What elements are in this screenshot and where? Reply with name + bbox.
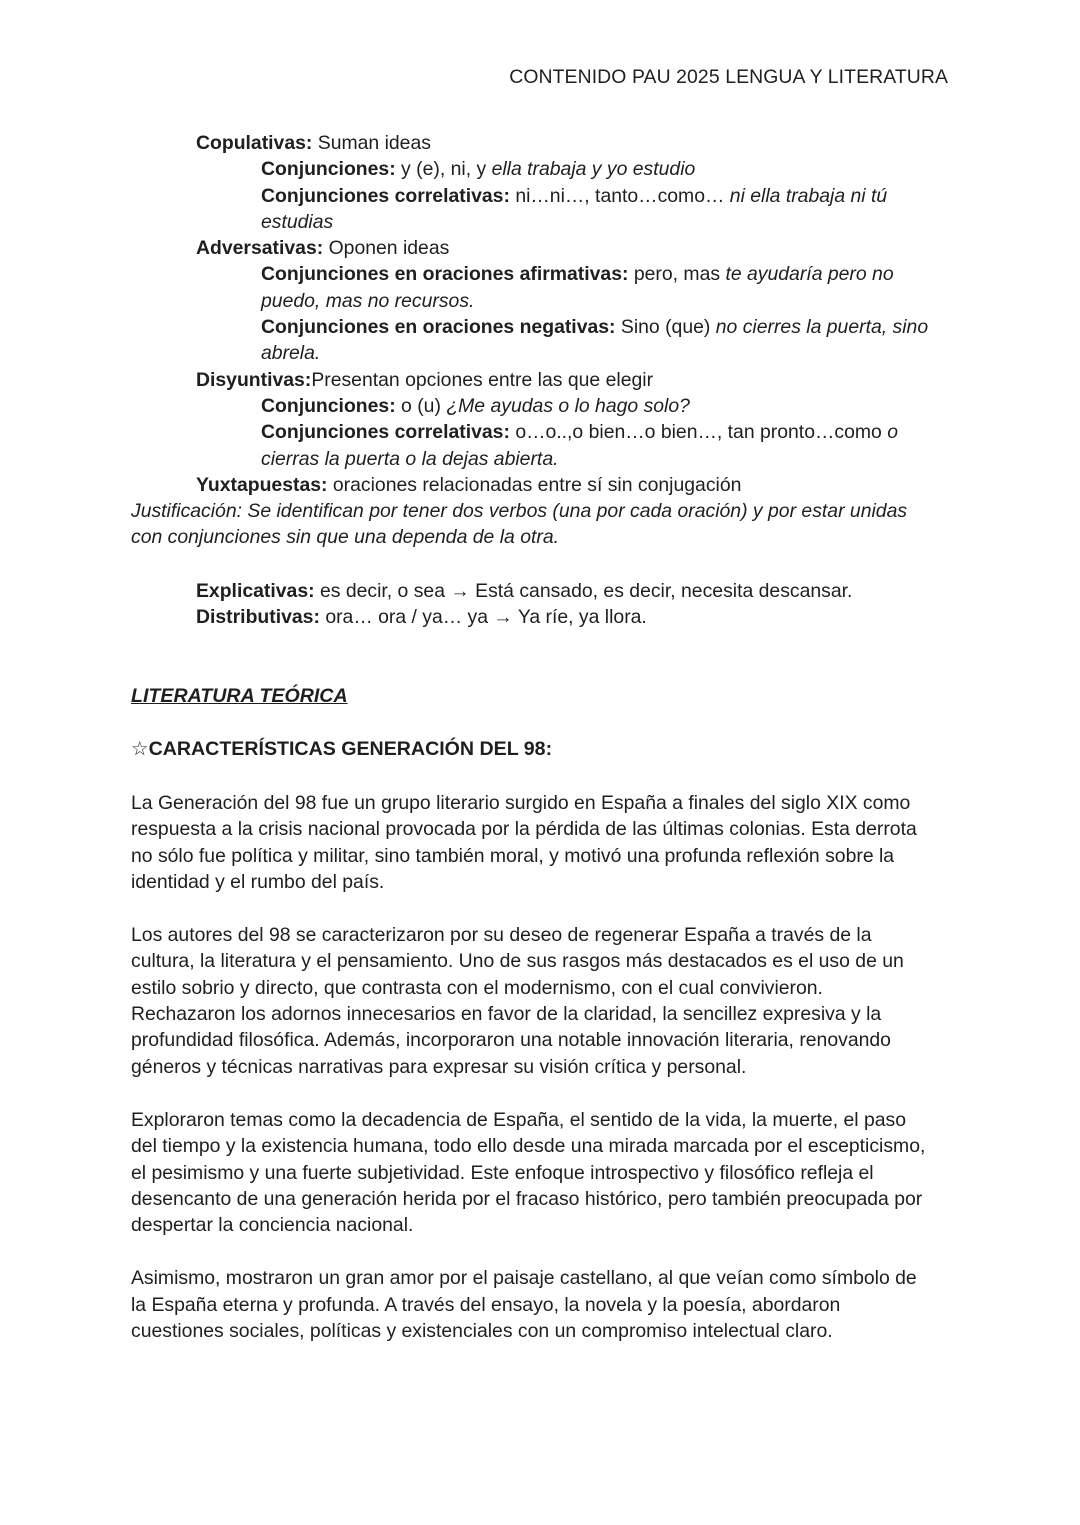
copulativas-label: Copulativas: [196,132,313,154]
paragraph-line: La Generación del 98 fue un grupo literario surgido en España a finales del siglo XIX como [131,791,911,814]
paragraph-line: cuestiones sociales, políticas y existenciales con un compromiso intelectual claro. [131,1319,833,1342]
paragraph-line: del tiempo y la existencia humana, todo ello desde una mirada marcada por el escepticismo, [131,1135,926,1158]
paragraph-line: el pesimismo y una fuerte subjetividad. Este enfoque introspectivo y filosófico refleja el [131,1161,874,1184]
adversativas-afirm-example-cont: puedo, mas no recursos. [261,289,475,312]
yuxtapuestas-line [131,472,951,498]
disyuntivas-conj-example: ¿Me ayudas o lo hago solo? [446,394,690,417]
copulativas-conj-line [131,156,951,182]
disyuntivas-desc: Presentan opciones entre las que elegir [311,368,654,391]
justificacion-text-cont: con conjunciones sin que una dependa de la otra. [131,526,559,549]
yuxtapuestas-desc: oraciones relacionadas entre sí sin conjugación [332,473,742,496]
adversativas-afirm-line [131,261,951,287]
adversativas-desc: Oponen ideas [328,237,450,260]
paragraph-line: desencanto de una generación herida por el fracaso histórico, pero también preocupada por [131,1187,923,1210]
explicativas-label: Explicativas: [196,579,315,602]
copulativas-corr-example-cont: estudias [261,210,334,233]
adversativas-afirm-example: te ayudaría pero no [725,263,894,286]
paragraph [131,790,951,895]
paragraph-line: despertar la conciencia nacional. [131,1214,414,1237]
yuxtapuestas-label: Yuxtapuestas: [196,473,328,496]
copulativas-desc: Suman ideas [317,132,431,154]
adversativas-afirm-label: Conjunciones en oraciones afirmativas: [261,263,629,286]
adversativas-neg-example-cont: abrela. [261,342,321,365]
paragraph-line: cultura, la literatura y el pensamiento. Uno de sus rasgos más destacados es el uso de un [131,950,904,973]
explicativas-line [131,578,951,604]
disyuntivas-corr-text: o…o..,o bien…o bien…, tan pronto…como [515,421,882,444]
disyuntivas-conj-label: Conjunciones: [261,394,396,417]
subheading-generacion-98: ☆CARACTERÍSTICAS GENERACIÓN DEL 98: [131,737,553,760]
adversativas-neg-line-cont [131,340,951,366]
distributivas-line [131,604,951,630]
adversativas-line [131,235,951,261]
disyuntivas-corr-line-cont [131,446,951,472]
copulativas-conj-text: y (e), ni, y [401,158,487,181]
copulativas-corr-label: Conjunciones correlativas: [261,184,510,207]
adversativas-neg-example: no cierres la puerta, sino [715,316,929,339]
paragraph-line: respuesta a la crisis nacional provocada por la pérdida de las últimas colonias. Esta derrota [131,818,917,841]
disyuntivas-corr-example-cont: cierras la puerta o la dejas abierta. [261,447,559,470]
paragraph [131,1265,951,1344]
section-title-literatura: LITERATURA TEÓRICA [131,685,348,708]
disyuntivas-conj-text: o (u) [401,394,441,417]
copulativas-corr-text: ni…ni…, tanto…como… [515,184,725,207]
paragraph [131,1107,951,1238]
disyuntivas-corr-line [131,419,951,445]
copulativas-conj-example: ella trabaja y yo estudio [491,158,696,181]
copulativas-conj-label: Conjunciones: [261,158,396,181]
paragraph-line: Asimismo, mostraron un gran amor por el paisaje castellano, al que veían como símbolo de [131,1267,917,1290]
paragraph-line: estilo sobrio y directo, que contrasta con el modernismo, con el cual convivieron. [131,976,823,999]
adversativas-label: Adversativas: [196,237,324,260]
paragraph-line: Rechazaron los adornos innecesarios en favor de la claridad, la sencillez expresiva y la [131,1003,882,1026]
disyuntivas-corr-example: o [887,421,898,444]
justificacion-line [131,498,951,524]
copulativas-corr-example: ni ella trabaja ni tú [729,184,888,207]
copulativas-corr-line [131,183,951,209]
paragraph-line: la España eterna y profunda. A través del ensayo, la novela y la poesía, abordaron [131,1293,841,1316]
adversativas-neg-text: Sino (que) [620,316,711,339]
justificacion-text: Justificación: Se identifican por tener dos verbos (una por cada oración) y por estar unidas [131,500,908,523]
document-body [131,130,951,1344]
copulativas-corr-line-cont [131,209,951,235]
disyuntivas-corr-label: Conjunciones correlativas: [261,421,510,444]
disyuntivas-line [131,367,951,393]
justificacion-line-cont [131,524,951,550]
paragraph-line: Los autores del 98 se caracterizaron por su deseo de regenerar España a través de la [131,924,872,947]
adversativas-neg-line [131,314,951,340]
page-header: CONTENIDO PAU 2025 LENGUA Y LITERATURA [509,66,948,88]
paragraph-line: profundidad filosófica. Además, incorporaron una notable innovación literaria, renovando [131,1029,891,1052]
paragraph-line: géneros y técnicas narrativas para expresar su visión crítica y personal. [131,1055,747,1078]
adversativas-neg-label: Conjunciones en oraciones negativas: [261,316,616,339]
distributivas-desc: ora… ora / ya… ya → Ya ríe, ya llora. [325,606,647,629]
distributivas-label: Distributivas: [196,606,320,629]
adversativas-afirm-line-cont [131,288,951,314]
copulativas-line [131,130,951,156]
paragraph [131,922,951,1080]
adversativas-afirm-text: pero, mas [633,263,721,286]
disyuntivas-conj-line [131,393,951,419]
paragraph-line: no sólo fue política y militar, sino también moral, y motivó una profunda reflexión sobre la [131,844,895,867]
paragraph-line: Exploraron temas como la decadencia de España, el sentido de la vida, la muerte, el paso [131,1108,907,1131]
paragraph-line: identidad y el rumbo del país. [131,870,385,893]
explicativas-desc: es decir, o sea → Está cansado, es decir, necesita descansar. [319,579,853,602]
disyuntivas-label: Disyuntivas: [196,368,312,391]
